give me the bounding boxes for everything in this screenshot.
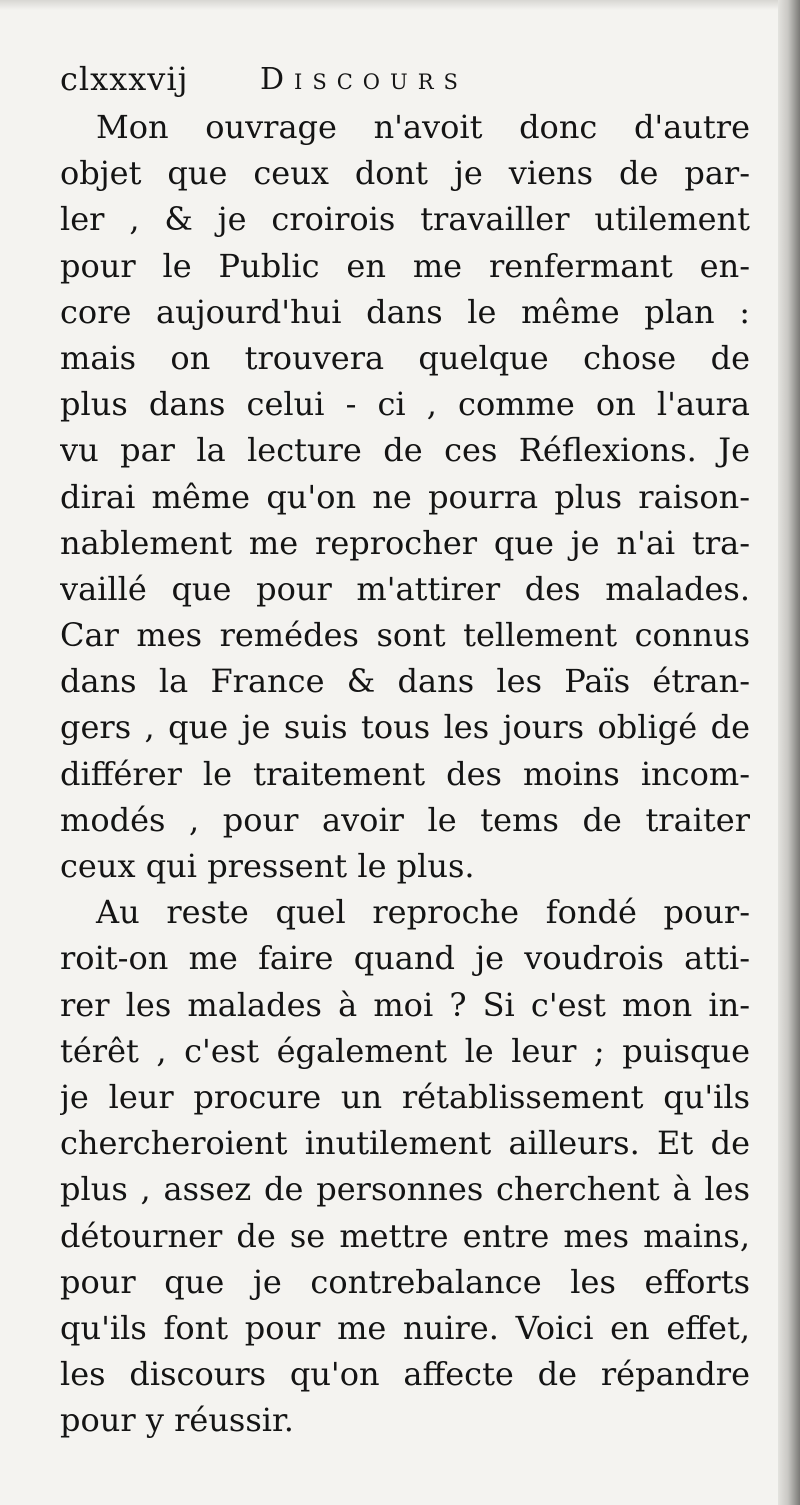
- running-head: Discours: [260, 62, 468, 97]
- text-line: pour que je contrebalance les efforts: [60, 1262, 750, 1301]
- text-line: pour le Public en me renfermant en-: [60, 246, 750, 285]
- text-line: modés , pour avoir le tems de traiter: [60, 800, 750, 839]
- text-line: vaillé que pour m'attirer des malades.: [60, 569, 750, 608]
- page-gutter-shadow: [778, 0, 800, 1505]
- text-line: plus , assez de personnes cherchent à les: [60, 1170, 750, 1209]
- text-line: dans la France & dans les Païs étran-: [60, 662, 750, 701]
- text-line: pour y réussir.: [60, 1401, 294, 1440]
- text-line: je leur procure un rétablissement qu'ils: [60, 1077, 750, 1116]
- page-header: [60, 60, 760, 106]
- text-line: Car mes remédes sont tellement connus: [60, 616, 750, 655]
- body-text: [60, 104, 750, 1443]
- text-line: différer le traitement des moins incom-: [60, 754, 750, 793]
- text-line: objet que ceux dont je viens de par-: [60, 154, 750, 193]
- page-number: clxxxvij: [60, 60, 189, 98]
- text-line: chercheroient inutilement ailleurs. Et de: [60, 1124, 750, 1163]
- text-line: nablement me reprocher que je n'ai tra-: [60, 523, 750, 562]
- text-line: ler , & je croirois travailler utilement: [60, 200, 750, 239]
- text-line: qu'ils font pour me nuire. Voici en effet,: [60, 1308, 750, 1347]
- text-line: gers , que je suis tous les jours obligé de: [60, 708, 750, 747]
- text-line: core aujourd'hui dans le même plan :: [60, 292, 750, 331]
- text-line: les discours qu'on affecte de répandre: [60, 1355, 750, 1394]
- text-line: détourner de se mettre entre mes mains,: [60, 1216, 750, 1255]
- text-line: térêt , c'est également le leur ; puisque: [60, 1031, 750, 1070]
- text-line: vu par la lecture de ces Réflexions. Je: [60, 431, 750, 470]
- text-line: roit-on me faire quand je voudrois atti-: [60, 939, 750, 978]
- text-line: dirai même qu'on ne pourra plus raison-: [60, 477, 750, 516]
- text-line: Au reste quel reproche fondé pour-: [96, 893, 750, 932]
- text-line: rer les malades à moi ? Si c'est mon in-: [60, 985, 750, 1024]
- text-line: plus dans celui - ci , comme on l'aura: [60, 385, 750, 424]
- page-top-edge: [0, 0, 800, 10]
- text-line: mais on trouvera quelque chose de: [60, 338, 750, 377]
- text-line: ceux qui pressent le plus.: [60, 847, 475, 885]
- text-line: Mon ouvrage n'avoit donc d'autre: [96, 108, 750, 146]
